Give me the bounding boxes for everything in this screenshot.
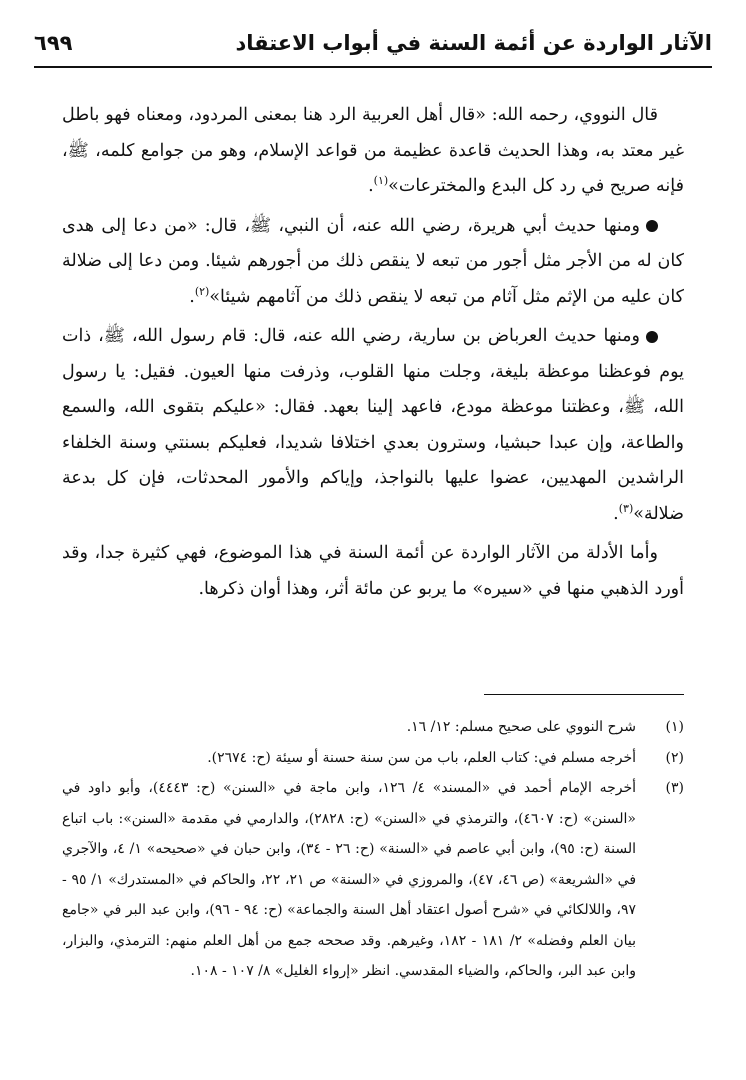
paragraph-irbad <box>62 319 684 532</box>
paragraph-athar <box>62 536 684 607</box>
page-header <box>34 22 712 66</box>
paragraph-end: . <box>613 503 619 524</box>
footnote-separator <box>484 694 684 695</box>
footnote-number: (١) <box>665 719 684 735</box>
main-text <box>62 98 684 607</box>
footnote-ref-3[interactable]: (٣) <box>618 501 634 515</box>
bullet-icon <box>646 331 658 343</box>
footnote-3 <box>62 773 684 987</box>
footnotes <box>62 712 684 987</box>
footnote-text: أخرجه مسلم في: كتاب العلم، باب من سن سنة حسنة أو سيئة (ح: ٢٦٧٤). <box>207 749 636 766</box>
paragraph-text: ومنها حديث العرباض بن سارية، رضي الله عنه، قال: قام رسول الله، ﷺ، ذات يوم فوعظنا موعظة بليغة، وجلت منها القلوب، وذرفت منها العيون. فقيل: يا رسول الله، ﷺ، وعظتنا موعظة مودع، فاعهد إلينا بعهد. فقال: «عليكم بتقوى الله، والسمع والطاعة، وإن عبدا حبشيا، وسترون بعدي اختلافا شديدا، فعليكم بسنتي وسنة الخلفاء الراشدين المهديين، عضوا عليها بالنواجذ، وإياكم والأمور المحدثات، فإن كل بدعة ضلالة» <box>62 326 684 524</box>
bullet-icon <box>646 220 658 232</box>
footnote-text: أخرجه الإمام أحمد في «المسند» ٤/ ١٢٦، وابن ماجة في «السنن» (ح: ٤٤٤٣)، وأبو داود في «السنن» (ح: ٤٦٠٧)، والترمذي في «السنن» (ح: ٢٨٢٨)، والدارمي في مقدمة «السنن»: باب اتباع السنة (ح: ٩٥)، وابن أبي عاصم في «السنة» (ح: ٢٦ - ٣٤)، وابن حبان في «صحيحه» ١/ ٤، والآجري في «الشريعة» (ص ٤٦، ٤٧)، والمروزي في «السنة» ص ٢١، ٢٢، والحاكم في «المستدرك» ١/ ٩٥ - ٩٧، واللالكائي في «شرح أصول اعتقاد أهل السنة والجماعة» (ح: ٩٤ - ٩٦)، وابن عبد البر في «جامع بيان العلم وفضله» ٢/ ١٨١ - ١٨٢، وغيرهم. وقد صححه جمع من أهل العلم منهم: الترمذي، والبزار، وابن عبد البر، والحاكم، والضياء المقدسي. انظر «إرواء الغليل» ٨/ ١٠٧ - ١٠٨. <box>62 780 637 979</box>
footnote-1 <box>62 712 684 743</box>
running-title: الآثار الواردة عن أئمة السنة في أبواب الاعتقاد <box>235 31 712 55</box>
paragraph-abu-hurayra <box>62 209 684 316</box>
footnote-ref-2[interactable]: (٢) <box>194 284 210 298</box>
paragraph-end: . <box>189 286 195 307</box>
footnote-ref-1[interactable]: (١) <box>373 174 389 188</box>
paragraph-end: . <box>368 176 374 196</box>
footnote-number: (٣) <box>665 780 684 796</box>
paragraph-text: وأما الأدلة من الآثار الواردة عن أئمة السنة في هذا الموضوع، فهي كثيرة جدا، وقد أورد الذهبي منها في «سيره» ما يربو عن مائة أثر، وهذا أوان ذكرها. <box>62 543 684 599</box>
paragraph-nawawi <box>62 98 684 205</box>
page-number: ٦٩٩ <box>34 31 73 55</box>
footnote-2 <box>62 743 684 774</box>
paragraph-text: قال النووي، رحمه الله: «قال أهل العربية الرد هنا بمعنى المردود، ومعناه فهو باطل غير معتد به، وهذا الحديث قاعدة عظيمة من قواعد الإسلام، وهو من جوامع كلمه، ﷺ، فإنه صريح في رد كل البدع والمخترعات» <box>62 105 684 196</box>
footnote-text: شرح النووي على صحيح مسلم: ١٢/ ١٦. <box>406 719 636 735</box>
paragraph-text: ومنها حديث أبي هريرة، رضي الله عنه، أن النبي، ﷺ، قال: «من دعا إلى هدى كان له من الأجر مثل أجور من تبعه لا ينقص ذلك من أجورهم شيئا. ومن دعا إلى ضلالة كان عليه من الإثم مثل آثام من تبعه لا ينقص ذلك من آثامهم شيئا» <box>62 215 684 307</box>
header-rule <box>34 66 712 68</box>
footnote-number: (٢) <box>665 749 684 766</box>
